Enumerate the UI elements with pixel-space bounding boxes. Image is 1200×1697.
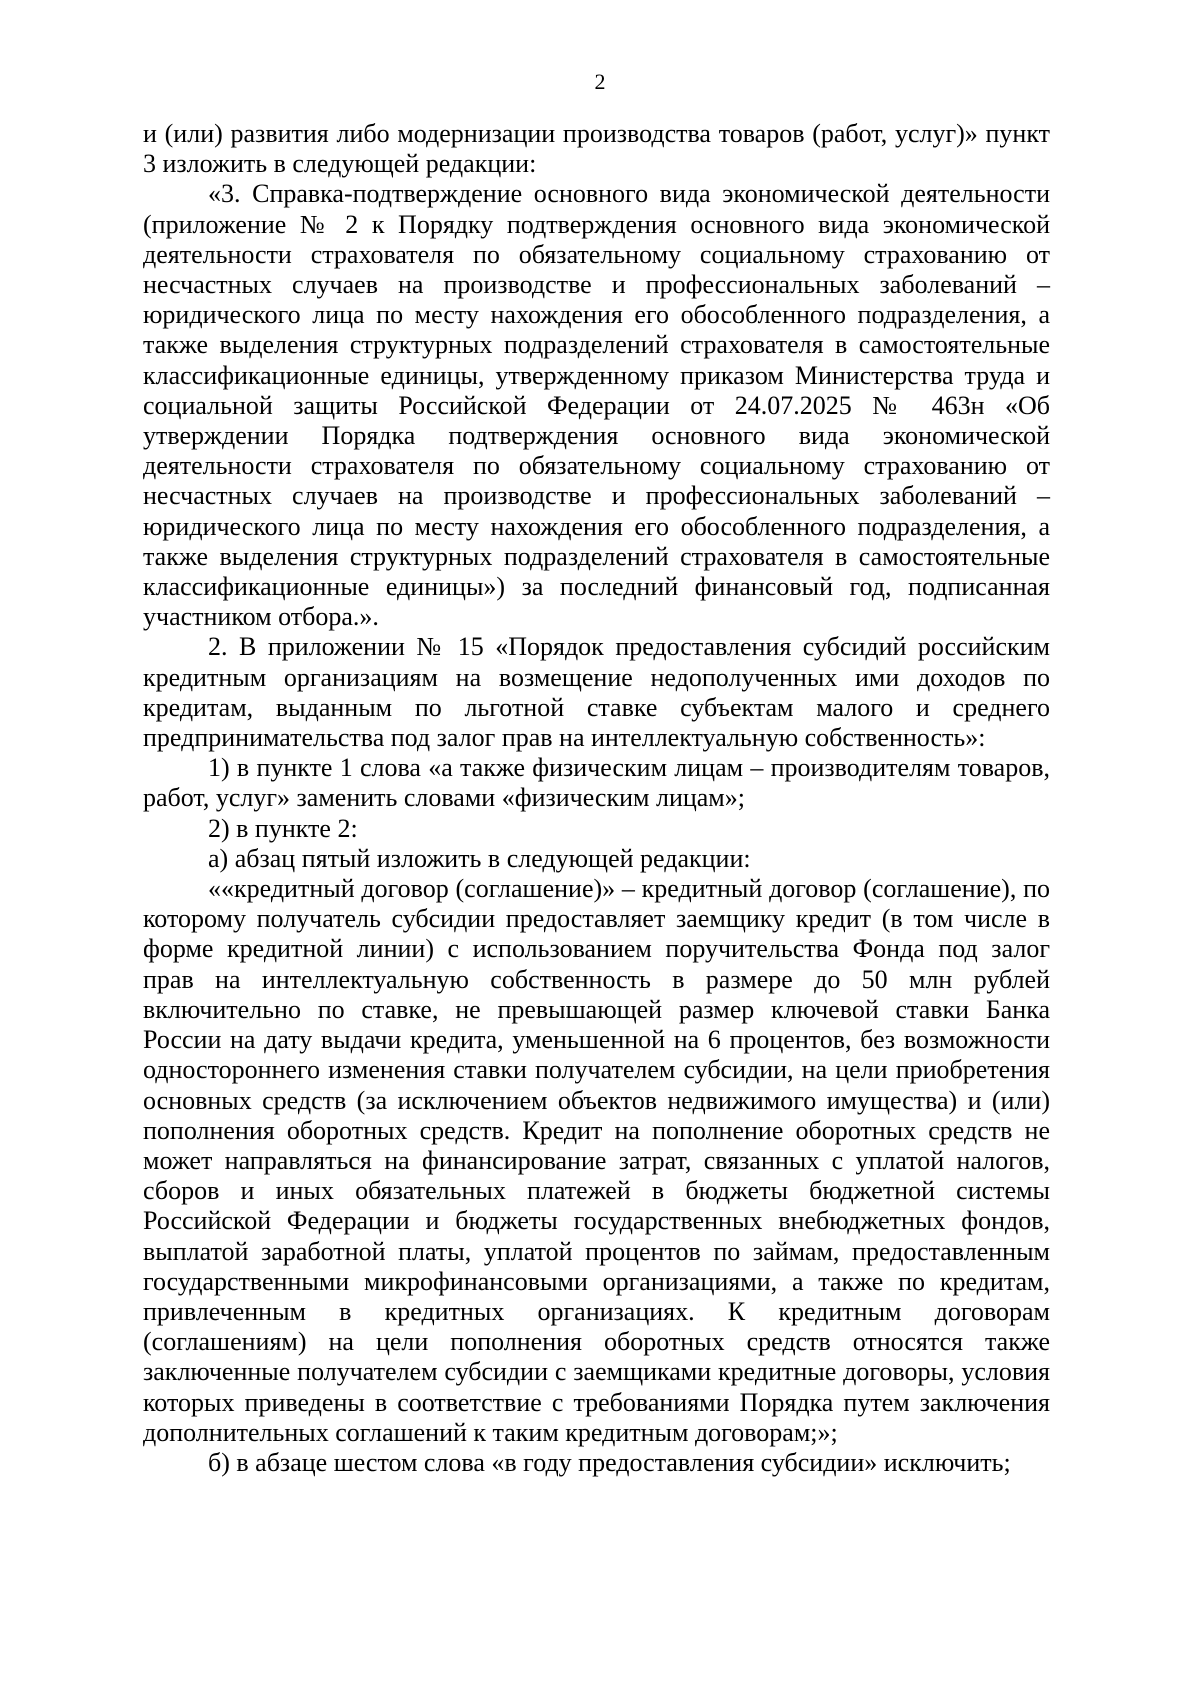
paragraph-item-3-spravka: «3. Справка-подтверждение основного вида экономической деятельности (приложение № 2 к Порядку подтверждения основного вида экономической деятельности страхователя по обязательному социальному страхованию от несчастных случаев на производстве и профессиональных заболеваний – юридического лица по месту нахождения его обособленного подразделения, а также выделения структурных подразделений страхователя в самостоятельные классификационные единицы, утвержденному приказом Министерства труда и социальной защиты Российской Федерации от 24.07.2025 № 463н «Об утверждении Порядка подтверждения основного вида экономической деятельности страхователя по обязательному социальному страхованию от несчастных случаев на производстве и профессиональных заболеваний – юридического лица по месту нахождения его обособленного подразделения, а также выделения структурных подразделений страхователя в самостоятельные классификационные единицы») за последний финансовый год, подписанная участником отбора.». <box>143 179 1050 632</box>
document-body <box>143 119 1050 1478</box>
paragraph-credit-agreement-definition: ««кредитный договор (соглашение)» – кредитный договор (соглашение), по которому получатель субсидии предоставляет заемщику кредит (в том числе в форме кредитной линии) с использованием поручительства Фонда под залог прав на интеллектуальную собственность в размере до 50 млн рублей включительно по ставке, не превышающей размер ключевой ставки Банка России на дату выдачи кредита, уменьшенной на 6 процентов, без возможности одностороннего изменения ставки получателем субсидии, на цели приобретения основных средств (за исключением объектов недвижимого имущества) и (или) пополнения оборотных средств. Кредит на пополнение оборотных средств не может направляться на финансирование затрат, связанных с уплатой налогов, сборов и иных обязательных платежей в бюджеты бюджетной системы Российской Федерации и бюджеты государственных внебюджетных фондов, выплатой заработной платы, уплатой процентов по займам, предоставленным государственными микрофинансовыми организациями, а также по кредитам, привлеченным в кредитных организациях. К кредитным договорам (соглашениям) на цели пополнения оборотных средств относятся также заключенные получателем субсидии с заемщиками кредитные договоры, условия которых приведены в соответствие с требованиями Порядка путем заключения дополнительных соглашений к таким кредитным договорам;»; <box>143 874 1050 1447</box>
paragraph-subitem-b: б) в абзаце шестом слова «в году предоставления субсидии» исключить; <box>208 1447 1011 1477</box>
paragraph-subitem-a: а) абзац пятый изложить в следующей редакции: <box>208 843 751 873</box>
paragraph-item-2-appendix-15: 2. В приложении № 15 «Порядок предоставления субсидий российским кредитным организациям на возмещение недополученных ими доходов по кредитам, выданным по льготной ставке субъектам малого и среднего предпринимательства под залог прав на интеллектуальную собственность»: <box>143 632 1050 753</box>
paragraph-subitem-2: 2) в пункте 2: <box>208 813 358 843</box>
paragraph-continuation: и (или) развития либо модернизации производства товаров (работ, услуг)» пункт 3 изложить в следующей редакции: <box>143 119 1050 179</box>
paragraph-subitem-1: 1) в пункте 1 слова «а также физическим лицам – производителям товаров, работ, услуг» заменить словами «физическим лицам»; <box>143 753 1050 813</box>
page-number: 2 <box>594 69 606 94</box>
